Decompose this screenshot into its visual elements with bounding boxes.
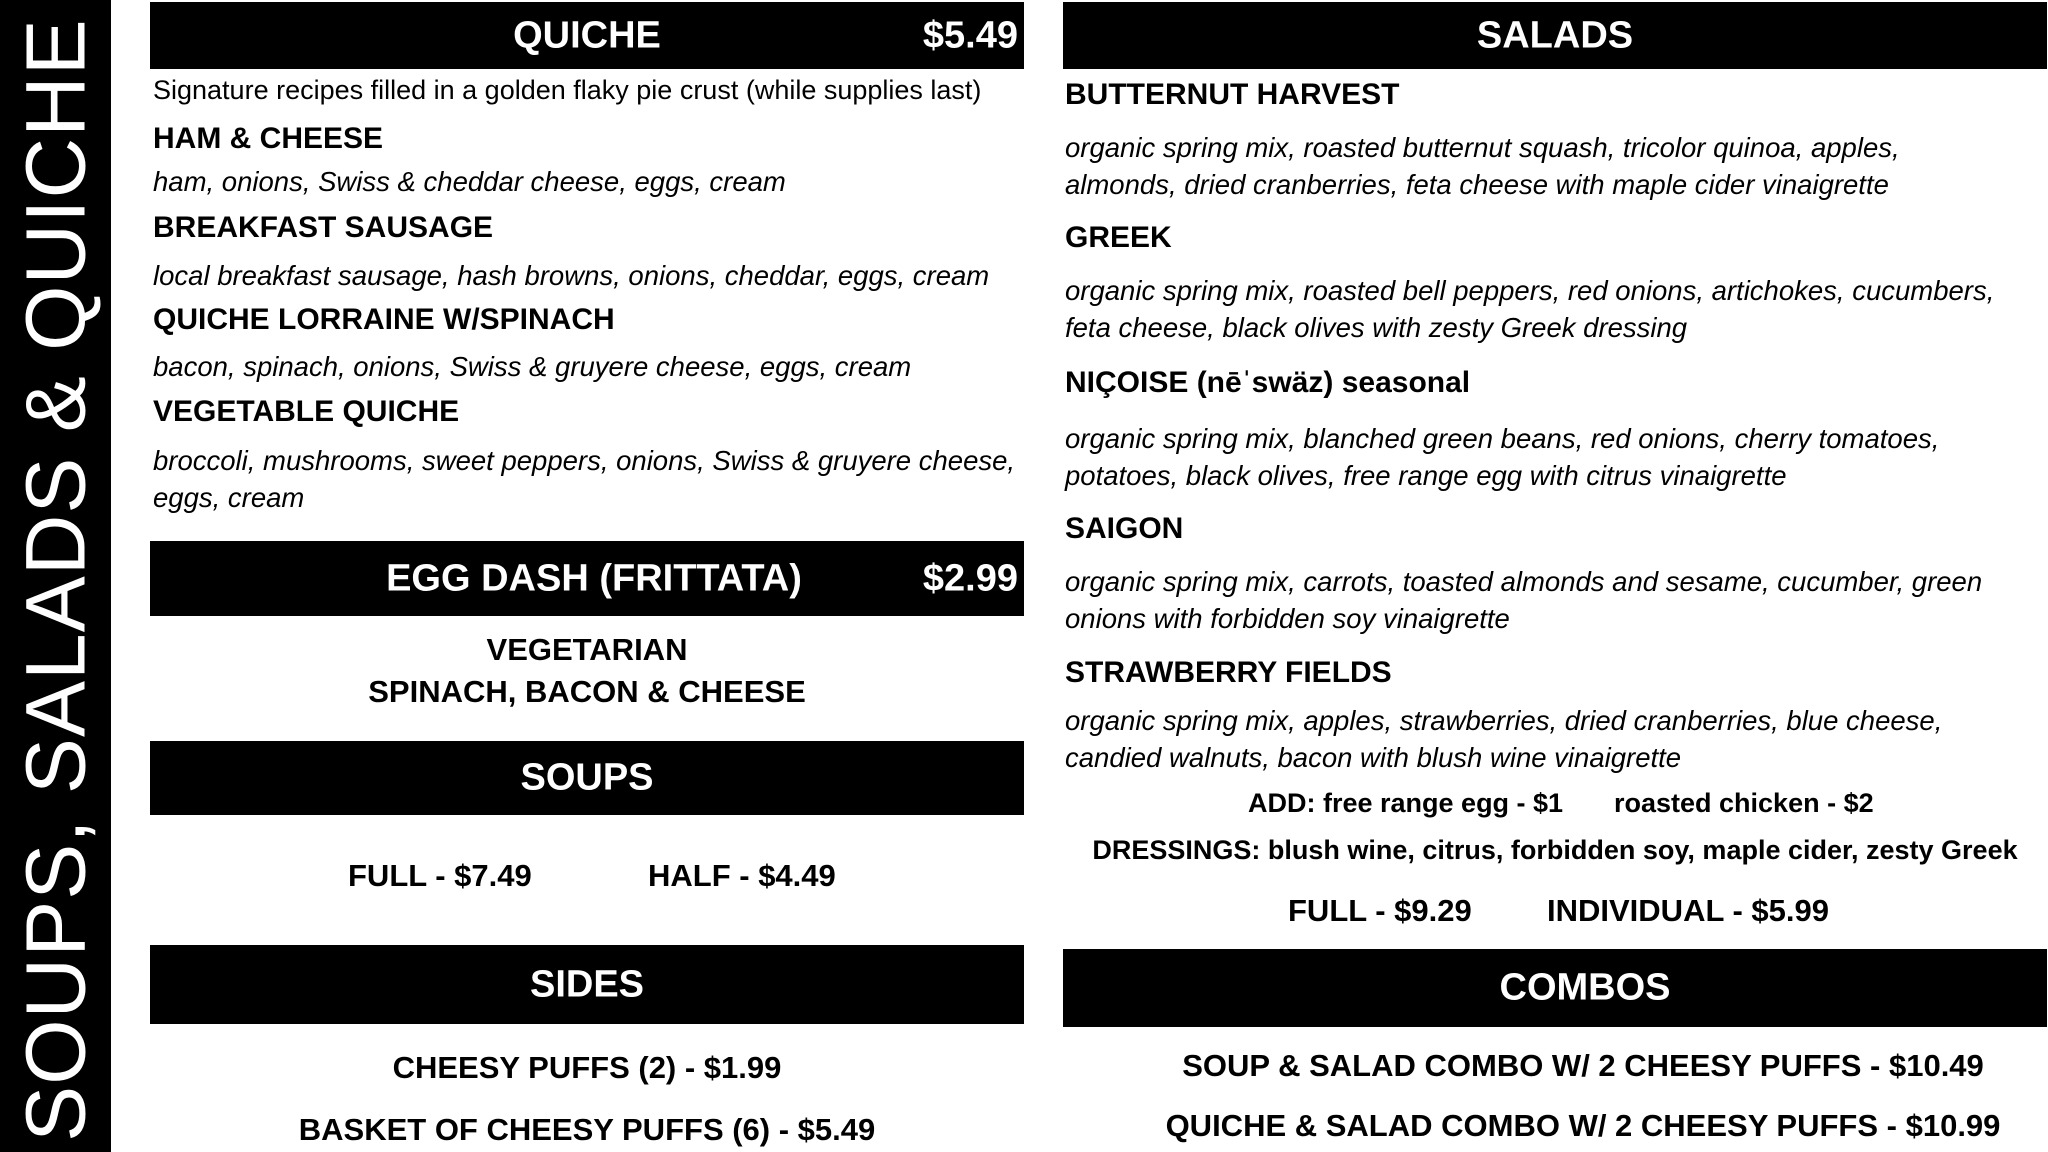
salad-item-name: BUTTERNUT HARVEST	[1065, 78, 1400, 111]
quiche-item-name: VEGETABLE QUICHE	[153, 395, 460, 428]
sides-header	[150, 945, 1024, 1024]
salad-item-name: SAIGON	[1065, 512, 1184, 545]
salad-item-name: STRAWBERRY FIELDS	[1065, 656, 1392, 689]
salad-full-price: FULL - $9.29	[1288, 893, 1472, 928]
salad-add-egg: ADD: free range egg - $1	[1248, 788, 1564, 818]
quiche-item-desc: bacon, spinach, onions, Swiss & gruyere cheese, eggs, cream	[153, 351, 912, 382]
combo-item: QUICHE & SALAD COMBO W/ 2 CHEESY PUFFS - $10.99	[1165, 1108, 2001, 1143]
combos-title: COMBOS	[1499, 966, 1671, 1009]
soup-full-price: FULL - $7.49	[348, 858, 532, 893]
soups-title: SOUPS	[520, 756, 654, 799]
salad-item-desc: organic spring mix, apples, strawberries, dried cranberries, blue cheese, candied walnuts, bacon with blush wine vinaigrette	[1065, 705, 1943, 773]
egg-dash-option: VEGETARIAN	[486, 632, 688, 667]
egg-dash-option: SPINACH, BACON & CHEESE	[368, 674, 806, 709]
quiche-item-desc: local breakfast sausage, hash browns, onions, cheddar, eggs, cream	[153, 260, 990, 291]
salads-title: SALADS	[1476, 14, 1634, 56]
sides-title: SIDES	[529, 963, 645, 1005]
egg-dash-header	[150, 541, 1024, 616]
salad-item-desc: organic spring mix, carrots, toasted almonds and sesame, cucumber, green onions with forbidden soy vinaigrette	[1065, 566, 1983, 634]
quiche-item-desc: ham, onions, Swiss & cheddar cheese, eggs, cream	[153, 166, 786, 197]
quiche-item-name: HAM & CHEESE	[153, 122, 384, 155]
salad-item-desc: organic spring mix, roasted bell peppers, red onions, artichokes, cucumbers, feta cheese, black olives with zesty Greek dressing	[1065, 275, 1995, 343]
side-title: SOUPS, SALADS & QUICHE	[8, 18, 103, 1142]
combo-item: SOUP & SALAD COMBO W/ 2 CHEESY PUFFS - $10.49	[1182, 1048, 1984, 1083]
quiche-title: QUICHE	[513, 14, 661, 56]
side-item: BASKET OF CHEESY PUFFS (6) - $5.49	[298, 1112, 876, 1147]
egg-dash-price: $2.99	[922, 557, 1018, 599]
quiche-item-name: BREAKFAST SAUSAGE	[153, 211, 494, 244]
salad-item-desc: organic spring mix, blanched green beans, red onions, cherry tomatoes, potatoes, black olives, free range egg with citrus vinaigrette	[1065, 423, 1940, 491]
quiche-header	[150, 2, 1024, 69]
egg-dash-title: EGG DASH (FRITTATA)	[386, 557, 802, 599]
salad-item-name: GREEK	[1065, 221, 1172, 254]
quiche-price: $5.49	[922, 14, 1018, 56]
combos-header	[1063, 949, 2047, 1027]
soups-header	[150, 741, 1024, 815]
soup-half-price: HALF - $4.49	[648, 858, 836, 893]
quiche-item-name: QUICHE LORRAINE W/SPINACH	[153, 303, 615, 336]
salads-header	[1063, 2, 2047, 69]
salad-individual-price: INDIVIDUAL - $5.99	[1547, 893, 1829, 928]
salad-item-desc: organic spring mix, roasted butternut squash, tricolor quinoa, apples, almonds, dried cranberries, feta cheese with maple cider vinaigrette	[1065, 132, 1900, 200]
salad-item-name: NIÇOISE (nēˈswäz) seasonal	[1065, 366, 1471, 399]
side-item: CHEESY PUFFS (2) - $1.99	[392, 1050, 782, 1085]
salad-dressings: DRESSINGS: blush wine, citrus, forbidden soy, maple cider, zesty Greek	[1092, 835, 2018, 865]
quiche-item-desc: broccoli, mushrooms, sweet peppers, onions, Swiss & gruyere cheese, eggs, cream	[153, 445, 1016, 513]
quiche-intro: Signature recipes filled in a golden flaky pie crust (while supplies last)	[153, 75, 982, 105]
side-banner	[0, 0, 111, 1152]
salad-add-chicken: roasted chicken - $2	[1614, 788, 1874, 818]
